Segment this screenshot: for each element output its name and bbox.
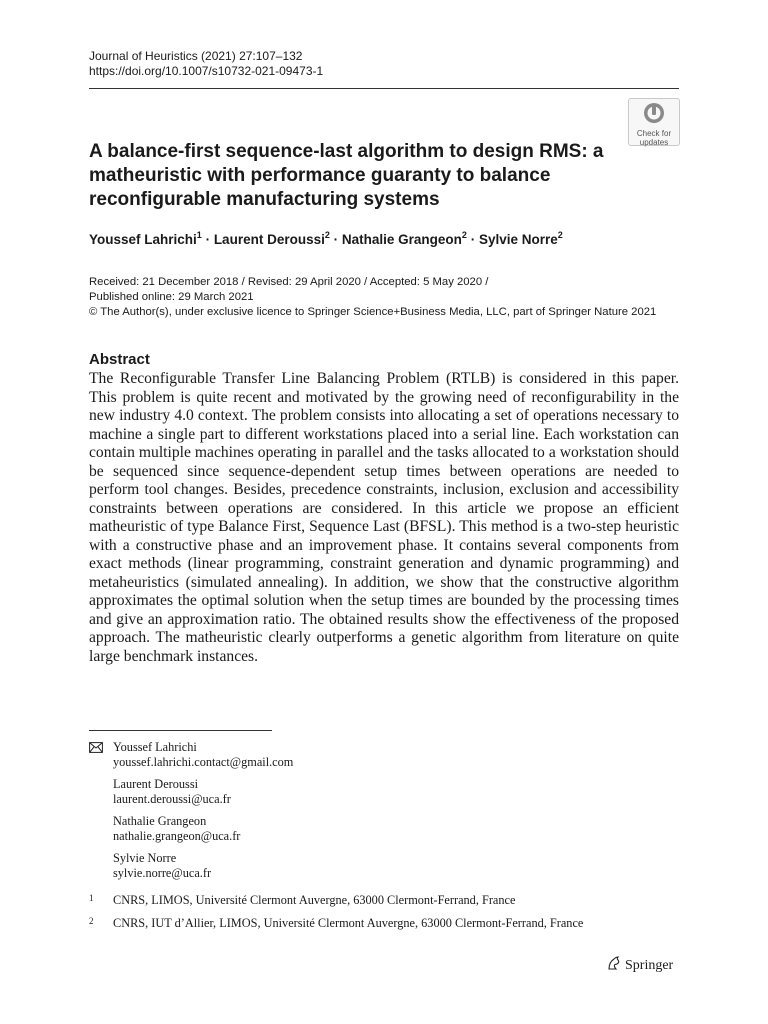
author-name: Laurent Deroussi [213,232,325,247]
author-affiliation-mark: 2 [324,230,330,240]
author-name: Youssef Lahrichi [89,232,197,247]
affiliation-2 [89,916,583,931]
contact-email[interactable]: nathalie.grangeon@uca.fr [113,829,241,843]
contact-name: Sylvie Norre [113,851,177,865]
copyright-notice: © The Author(s), under exclusive licence to Springer Science+Business Media, LLC, part of Springer Nature 2021 [89,306,657,318]
abstract-heading: Abstract [89,351,150,368]
footnote-divider [89,730,272,731]
publisher-name: Springer [625,958,674,973]
check-updates-icon [643,102,665,124]
contact-name: Nathalie Grangeon [113,814,207,828]
author-affiliation-mark: 1 [196,230,202,240]
received-dates: Received: 21 December 2018 / Revised: 29 April 2020 / Accepted: 5 May 2020 / [89,276,489,288]
author-name: Sylvie Norre [478,232,558,247]
corresponding-contacts [113,740,293,888]
affiliation-text: CNRS, LIMOS, Université Clermont Auvergne, 63000 Clermont-Ferrand, France [113,893,516,907]
journal-header [89,49,323,79]
contact-entry [113,777,293,807]
check-for-label: Check for [636,129,672,138]
contact-name: Youssef Lahrichi [113,740,197,754]
abstract-text: The Reconfigurable Transfer Line Balancing Problem (RTLB) is considered in this paper. This problem is quite recent and motivated by the growing need of reconfigurability in the new industry 4.0 context. The problem consists into allocating a set of operations necessary to machine a single part to different workstations placed into a serial line. Each workstation can contain multiple machines operating in parallel and the tasks allocated to a workstation should be sequenced since sequence-dependent setup times between operations are needed to perform tool changes. Besides, precedence constraints, inclusion, exclusion and accessibility constraints between operations are considered. In this article we propose an efficient matheuristic of type Balance First, Sequence Last (BFSL). This method is a two-step heuristic with a constructive phase and an improvement phase. It contains several components from exact methods (linear programming, constraint generation and dynamic programming) and metaheuristics (simulated annealing). In addition, we show that the constructive algorithm approximates the optimal solution when the setup times are bounded by the processing times and give an approximation ratio. The obtained results show the effectiveness of the proposed approach. The matheuristic clearly outperforms a genetic algorithm from literature on quite large benchmark instances. [89,370,679,665]
affiliation-1 [89,893,515,908]
springer-horse-icon [606,955,622,971]
contact-entry [113,740,293,770]
envelope-icon [89,742,103,753]
affiliation-text: CNRS, IUT d’Allier, LIMOS, Université Clermont Auvergne, 63000 Clermont-Ferrand, France [113,916,584,930]
contact-entry [113,851,293,881]
publication-history [89,275,689,320]
updates-label: updates [639,138,669,147]
published-online: Published online: 29 March 2021 [89,291,254,303]
contact-email[interactable]: sylvie.norre@uca.fr [113,866,212,880]
paper-title: A balance-first sequence-last algorithm to design RMS: a matheuristic with performance guaranty to balance reconfigurable manufacturing systems [89,141,604,210]
contact-email[interactable]: laurent.deroussi@uca.fr [113,792,231,806]
author-list: Youssef Lahrichi$^1$ · Laurent Deroussi$^2$ · Nathalie Grangeon$^2$ · Sylvie Norre$^2$ [89,230,563,247]
author-name: Nathalie Grangeon [341,232,462,247]
affiliation-number: 2 [89,916,94,926]
publisher-logo [606,955,673,974]
author-affiliation-mark: 2 [557,230,563,240]
journal-citation: Journal of Heuristics (2021) 27:107–132 [89,49,303,63]
contact-email[interactable]: youssef.lahrichi.contact@gmail.com [113,755,294,769]
header-divider [89,88,679,89]
contact-entry [113,814,293,844]
affiliation-number: 1 [89,893,94,903]
author-affiliation-mark: 2 [461,230,467,240]
contact-name: Laurent Deroussi [113,777,199,791]
doi-link[interactable]: https://doi.org/10.1007/s10732-021-09473-1 [89,64,324,78]
check-for-updates-badge[interactable] [628,98,680,146]
